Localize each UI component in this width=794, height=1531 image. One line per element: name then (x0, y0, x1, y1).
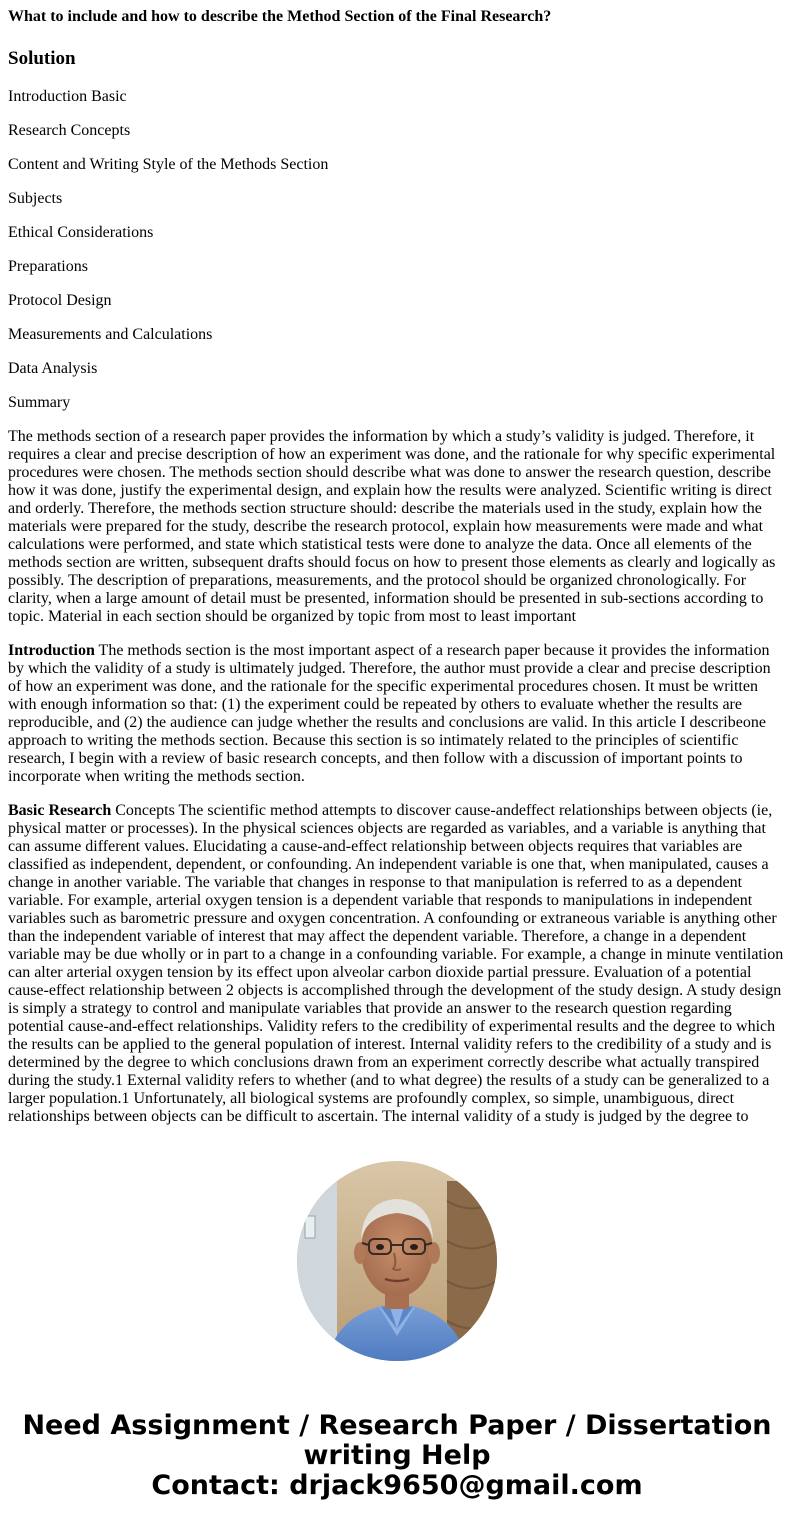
introduction-text: The methods section is the most important aspect of a research paper because it provides the information by which the validity of a study is ultimately judged. Therefore, the author must provide a clear and precise description of how an experiment was done, and the rationale for the specific experimental procedures chosen. It must be written with enough information so that: (1) the experiment could be repeated by others to evaluate whether the results are reproducible, and (2) the audience can judge whether the results and conclusions are valid. In this article I describeone approach to writing the methods section. Because this section is so intimately related to the principles of scientific research, I begin with a review of basic research concepts, and then follow with a discussion of important points to incorporate when writing the methods section. (8, 642, 771, 785)
promo-footer (0, 1411, 794, 1501)
promo-contact: Contact: drjack9650@gmail.com (151, 1470, 643, 1501)
author-portrait-image (297, 1161, 497, 1361)
basic-research-paragraph (8, 802, 786, 1126)
article (0, 8, 794, 1126)
outline-item: Protocol Design (8, 292, 112, 309)
promo-line-2: writing Help (303, 1440, 491, 1471)
outline-list (8, 88, 786, 412)
basic-research-text: Concepts The scientific method attempts to discover cause-andeffect relationships between objects (ie, physical matter or processes). In the physical sciences objects are regarded as variables, and a variable is anything that can assume different values. Elucidating a cause-and-effect relationship between objects requires that variables are classified as independent, dependent, or confounding. An independent variable is one that, when manipulated, causes a change in another variable. The variable that changes in response to that manipulation is referred to as a dependent variable. For example, arterial oxygen tension is a dependent variable that responds to manipulations in independent variables such as barometric pressure and oxygen concentration. A confounding or extraneous variable is anything other than the independent variable of interest that may affect the dependent variable. Therefore, a change in a dependent variable may be due wholly or in part to a change in a confounding variable. For example, a change in minute ventilation can alter arterial oxygen tension by its effect upon alveolar carbon dioxide partial pressure. Evaluation of a potential cause-effect relationship between 2 objects is accomplished through the development of the study design. A study design is simply a strategy to control and manipulate variables that provide an answer to the research question regarding potential cause-and-effect relationships. Validity refers to the credibility of experimental results and the degree to which the results can be applied to the general population of interest. Internal validity refers to the credibility of a study and is determined by the degree to which conclusions drawn from an experiment correctly describe what actually transpired during the study.1 External validity refers to whether (and to what degree) the results of a study can be generalized to a larger population.1 Unfortunately, all biological systems are profoundly complex, so simple, unambiguous, direct relationships between objects can be difficult to ascertain. The internal validity of a study is judged by the degree to (8, 802, 784, 1125)
outline-item: Research Concepts (8, 122, 131, 139)
outline-item: Ethical Considerations (8, 224, 154, 241)
introduction-paragraph (8, 642, 786, 786)
author-photo (297, 1161, 497, 1361)
outline-item: Measurements and Calculations (8, 326, 213, 343)
solution-heading: Solution (8, 48, 76, 69)
outline-item: Subjects (8, 190, 63, 207)
basic-research-heading: Basic Research (8, 802, 112, 819)
introduction-heading: Introduction (8, 642, 95, 659)
outline-item: Summary (8, 394, 71, 411)
outline-item: Introduction Basic (8, 88, 127, 105)
overview-paragraph: The methods section of a research paper provides the information by which a study’s validity is judged. Therefore, it requires a clear and precise description of how an experiment was done, and the rationale for why specific experimental procedures were chosen. The methods section should describe what was done to answer the research question, describe how it was done, justify the experimental design, and explain how the results were analyzed. Scientific writing is direct and orderly. Therefore, the methods section structure should: describe the materials used in the study, explain how the materials were prepared for the study, describe the research protocol, explain how measurements were made and what calculations were performed, and state which statistical tests were done to analyze the data. Once all elements of the methods section are written, subsequent drafts should focus on how to present those elements as clearly and logically as possibly. The description of preparations, measurements, and the protocol should be organized chronologically. For clarity, when a large amount of detail must be presented, information should be presented in sub-sections according to topic. Material in each section should be organized by topic from most to least important (8, 428, 776, 625)
promo-line-1: Need Assignment / Research Paper / Dissertation (22, 1410, 772, 1441)
outline-item: Data Analysis (8, 360, 98, 377)
outline-item: Preparations (8, 258, 88, 275)
outline-item: Content and Writing Style of the Methods Section (8, 156, 329, 173)
question-title: What to include and how to describe the Method Section of the Final Research? (8, 8, 552, 25)
